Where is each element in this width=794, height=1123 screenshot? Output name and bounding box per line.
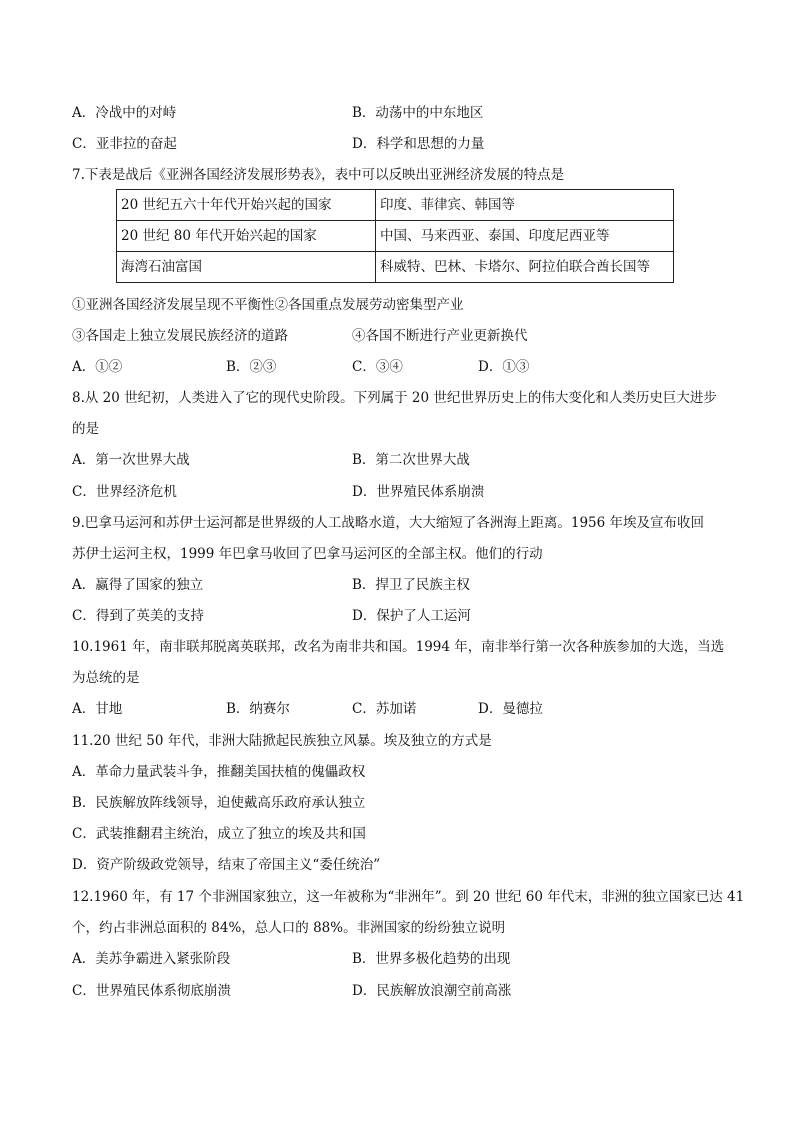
q7-statement-4: ④各国不断进行产业更新换代 xyxy=(352,328,528,344)
q9-stem-line-2: 苏伊士运河主权，1999 年巴拿马收回了巴拿马运河区的全部主权。他们的行动 xyxy=(72,546,543,562)
q7-option-c: C．③④ xyxy=(352,359,403,375)
table-cell: 中国、马来西亚、泰国、印度尼西亚等 xyxy=(376,221,674,252)
q12-stem-line-1: 12.1960 年，有 17 个非洲国家独立，这一年被称为“非洲年”。到 20 世纪 60 年代末，非洲的独立国家已达 41 xyxy=(72,889,745,905)
q12-stem-line-2: 个，约占非洲总面积的 84%，总人口的 88%。非洲国家的纷纷独立说明 xyxy=(72,920,506,936)
table-cell: 20 世纪五六十年代开始兴起的国家 xyxy=(117,190,376,221)
q6-option-a: A．冷战中的对峙 xyxy=(72,105,177,121)
q10-stem-line-2: 为总统的是 xyxy=(72,670,140,686)
q11-option-c: C．武装推翻君主统治，成立了独立的埃及共和国 xyxy=(72,826,366,842)
q12-option-a: A．美苏争霸进入紧张阶段 xyxy=(72,951,231,967)
q11-option-b: B．民族解放阵线领导，迫使戴高乐政府承认独立 xyxy=(72,795,366,811)
q9-option-c: C．得到了英美的支持 xyxy=(72,608,204,624)
q7-option-b: B．②③ xyxy=(226,359,277,375)
q12-option-d: D．民族解放浪潮空前高涨 xyxy=(352,983,512,999)
q11-stem: 11.20 世纪 50 年代，非洲大陆掀起民族独立风暴。埃及独立的方式是 xyxy=(72,733,492,749)
table-cell: 印度、菲律宾、韩国等 xyxy=(376,190,674,221)
q6-option-c: C．亚非拉的奋起 xyxy=(72,136,177,152)
q10-option-a: A．甘地 xyxy=(72,701,123,717)
q8-option-b: B．第二次世界大战 xyxy=(352,452,470,468)
table-cell: 20 世纪 80 年代开始兴起的国家 xyxy=(117,221,376,252)
q10-option-b: B．纳赛尔 xyxy=(226,701,290,717)
q11-option-a: A．革命力量武装斗争，推翻美国扶植的傀儡政权 xyxy=(72,764,366,780)
q10-option-d: D．曼德拉 xyxy=(478,701,543,717)
q9-option-a: A．赢得了国家的独立 xyxy=(72,577,204,593)
table-cell: 科威特、巴林、卡塔尔、阿拉伯联合酋长国等 xyxy=(376,252,674,283)
q7-option-d: D．①③ xyxy=(478,359,530,375)
q7-table xyxy=(116,189,674,283)
q9-stem-line-1: 9.巴拿马运河和苏伊士运河都是世界级的人工战略水道，大大缩短了各洲海上距离。1956 年埃及宣布收回 xyxy=(72,515,705,531)
q6-option-d: D．科学和思想的力量 xyxy=(352,136,485,152)
q9-option-b: B．捍卫了民族主权 xyxy=(352,577,470,593)
q10-stem-line-1: 10.1961 年，南非联邦脱离英联邦，改名为南非共和国。1994 年，南非举行第一次各种族参加的大选，当选 xyxy=(72,639,725,655)
q10-option-c: C．苏加诺 xyxy=(352,701,417,717)
q7-option-a: A．①② xyxy=(72,359,123,375)
q8-stem-line-1: 8.从 20 世纪初，人类进入了它的现代史阶段。下列属于 20 世纪世界历史上的伟大变化和人类历史巨大进步 xyxy=(72,390,717,406)
q7-statement-3: ③各国走上独立发展民族经济的道路 xyxy=(72,328,288,344)
q12-option-c: C．世界殖民体系彻底崩溃 xyxy=(72,983,231,999)
table-row xyxy=(117,190,674,221)
q8-option-a: A．第一次世界大战 xyxy=(72,452,190,468)
table-row xyxy=(117,221,674,252)
q8-option-d: D．世界殖民体系崩溃 xyxy=(352,484,485,500)
q7-statement-1-2: ①亚洲各国经济发展呈现不平衡性②各国重点发展劳动密集型产业 xyxy=(72,297,464,313)
q7-stem: 7.下表是战后《亚洲各国经济发展形势表》，表中可以反映出亚洲经济发展的特点是 xyxy=(72,167,565,183)
q9-option-d: D．保护了人工运河 xyxy=(352,608,471,624)
table-row xyxy=(117,252,674,283)
q6-option-b: B．动荡中的中东地区 xyxy=(352,105,484,121)
q8-option-c: C．世界经济危机 xyxy=(72,484,177,500)
table-cell: 海湾石油富国 xyxy=(117,252,376,283)
q8-stem-line-2: 的是 xyxy=(72,421,99,437)
q12-option-b: B．世界多极化趋势的出现 xyxy=(352,951,511,967)
q11-option-d: D．资产阶级政党领导，结束了帝国主义“委任统治” xyxy=(72,857,381,873)
